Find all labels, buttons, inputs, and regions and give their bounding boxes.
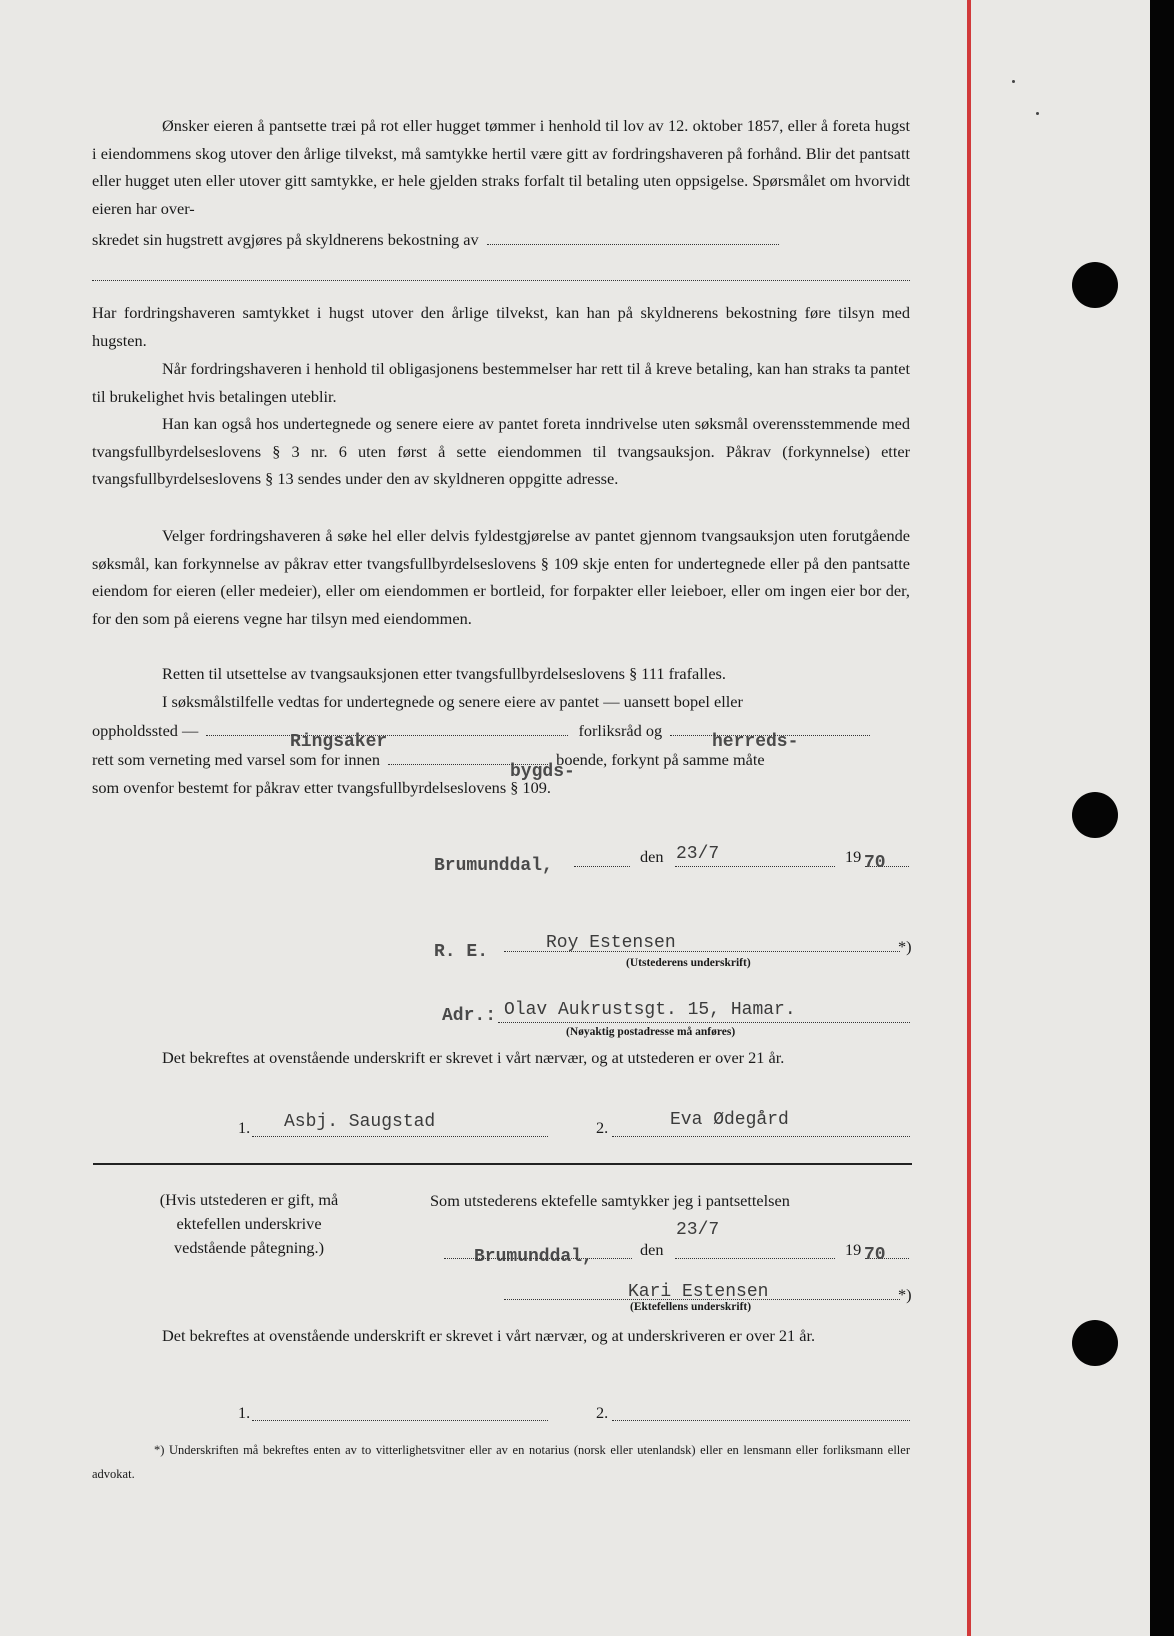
speck xyxy=(1036,112,1039,115)
witness-2-typed: Eva Ødegård xyxy=(670,1110,789,1130)
place-2-typed: Brumunddal, xyxy=(474,1247,593,1267)
consent-last-line-text: skredet sin hugstrett avgjøres på skyldnerens bekostning av xyxy=(92,230,479,249)
witness-3-blank[interactable] xyxy=(252,1406,548,1421)
punch-hole xyxy=(1072,262,1118,308)
venue-line-3: som ovenfor bestemt for påkrav etter tvangsfullbyrdelseslovens § 109. xyxy=(92,778,551,797)
court-type-typed: herreds- xyxy=(712,732,799,752)
venue-intro: I søksmålstilfelle vedtas for undertegnede og senere eiere av pantet — uansett bopel eller xyxy=(162,692,743,711)
address-caption: (Nøyaktig postadresse må anføres) xyxy=(566,1026,736,1038)
year-1-typed: 70 xyxy=(864,853,886,873)
waiver-paragraph: Retten til utsettelse av tvangsauksjonen etter tvangsfullbyrdelseslovens § 111 frafalles. xyxy=(162,664,726,683)
district-type-typed: bygds- xyxy=(510,762,575,782)
issuer-asterisk: *) xyxy=(898,937,912,956)
venue-line-2 xyxy=(92,749,765,771)
witness-confirm-2: Det bekreftes at ovenstående underskrift er skrevet i vårt nærvær, og at underskriveren er over 21 år. xyxy=(162,1326,816,1345)
venue-line-2-text-b: boende, forkynt på samme måte xyxy=(556,750,765,769)
payment-paragraph: Når fordringshaveren i henhold til obligasjonens bestemmelser har rett til å kreve betaling, kan han straks ta pantet til brukelighet hvis betalingen uteblir. xyxy=(92,359,910,406)
date-2-label: den xyxy=(640,1240,664,1259)
hugst-assessor-blank-line2[interactable] xyxy=(92,280,910,281)
place-2-blank[interactable] xyxy=(444,1244,632,1259)
year-2-typed: 70 xyxy=(864,1245,886,1265)
enforcement-paragraph: Han kan også hos undertegnede og senere eiere av pantet foreta inndrivelse uten søksmål overensstemmende med tvangsfullbyrdelseslovens § 3 nr. 6 uten først å sette eiendommen til tvangsauksjon. Påkrav (forkynnelse) etter tvangsfullbyrdelseslovens § 13 sendes under den av skyldneren oppgitte adresse. xyxy=(92,414,910,488)
witness-4-blank[interactable] xyxy=(612,1406,910,1421)
section-rule xyxy=(93,1163,912,1165)
date-1-label: den xyxy=(640,847,664,866)
issuer-name-typed: Roy Estensen xyxy=(546,933,676,953)
witness-1-number: 1. xyxy=(238,1118,251,1137)
witness-3-number: 1. xyxy=(238,1403,251,1422)
witness-2-number: 2. xyxy=(596,1118,609,1137)
place-1-blank[interactable] xyxy=(574,852,630,867)
witness-4-number: 2. xyxy=(596,1403,609,1422)
punch-hole xyxy=(1072,1320,1118,1366)
hugst-assessor-blank[interactable] xyxy=(487,230,779,245)
speck xyxy=(1012,80,1015,83)
red-margin-line xyxy=(967,0,971,1636)
witness-confirm-1: Det bekreftes at ovenstående underskrift er skrevet i vårt nærvær, og at utstederen er over 21 år. xyxy=(162,1048,785,1067)
date-2-typed: 23/7 xyxy=(676,1220,720,1240)
consent-last-line xyxy=(92,229,779,251)
venue-line-2-text-a: rett som verneting med varsel som for innen xyxy=(92,750,381,769)
address-typed: Olav Aukrustsgt. 15, Hamar. xyxy=(504,1000,796,1020)
venue-line-1-text-a: oppholdssted — xyxy=(92,721,199,740)
consent-paragraph: Ønsker eieren å pantsette træi på rot eller hugget tømmer i henhold til lov av 12. oktober 1857, eller å foreta hugst i eiendommens skog utover den årlige tilvekst, må samtykke hertil være gitt av fordringshaveren på forhånd. Blir det pantsatt eller hugget uten eller utover gitt samtykke, er hele gjelden straks forfalt til betaling uten oppsigelse. Spørsmålet om hvorvidt eieren har over- xyxy=(92,116,910,218)
place-1-typed: Brumunddal, xyxy=(434,856,553,876)
venue-place-typed: Ringsaker xyxy=(290,732,388,752)
punch-hole xyxy=(1072,792,1118,838)
scan-edge xyxy=(1150,0,1174,1636)
venue-line-1-text-b: forliksråd og xyxy=(578,721,663,740)
witness-1-typed: Asbj. Saugstad xyxy=(284,1112,436,1132)
footnote: *) Underskriften må bekreftes enten av to vitterlighetsvitner eller av en notarius (norsk eller utenlandsk) eller en lensmann eller forliksmann eller advokat. xyxy=(92,1443,910,1481)
supervision-paragraph: Har fordringshaveren samtykket i hugst utover den årlige tilvekst, kan han på skyldnerens bekostning føre tilsyn med hugsten. xyxy=(92,303,910,350)
date-1-typed: 23/7 xyxy=(676,844,720,864)
address-label: Adr.: xyxy=(442,1006,497,1026)
spouse-consent: Som utstederens ektefelle samtykker jeg i pantsettelsen xyxy=(430,1191,790,1210)
spouse-caption: (Ektefellens underskrift) xyxy=(630,1301,752,1313)
spouse-name-typed: Kari Estensen xyxy=(628,1282,769,1302)
year-1-prefix: 19 xyxy=(845,847,862,866)
auction-paragraph: Velger fordringshaveren å søke hel eller delvis fyldestgjørelse av pantet gjennom tvangsauksjon uten forutgående søksmål, kan forkynnelse av påkrav etter tvangsfullbyrdelseslovens § 109 skje enten for undertegnede eller på den pantsatte eiendom for eieren (eller medeier), eller om eiendommen er bortleid, for forpakter eller leieboer, eller om ingen eier bor der, for den som på eierens vegne har tilsyn med eiendommen. xyxy=(92,526,910,628)
issuer-caption: (Utstederens underskrift) xyxy=(626,957,751,969)
issuer-prefix: R. E. xyxy=(434,942,489,962)
year-2-prefix: 19 xyxy=(845,1240,862,1259)
spouse-asterisk: *) xyxy=(898,1285,912,1304)
court-place-blank[interactable] xyxy=(206,721,568,736)
date-2-blank[interactable] xyxy=(675,1244,835,1259)
spouse-note: (Hvis utstederen er gift, må ektefellen underskrive vedstående påtegning.) xyxy=(159,1190,339,1257)
